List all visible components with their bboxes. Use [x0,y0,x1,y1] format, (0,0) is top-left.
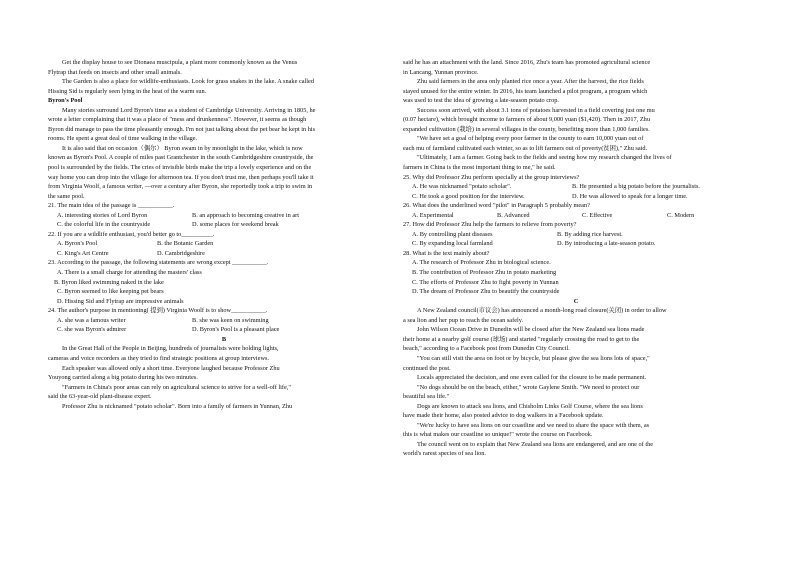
passage-b-line: expanded cultivation (栽培) in several villages in the county, benefiting more than 1,000 families. [403,125,650,133]
passage-b-line: was used to test the idea of growing a late-season potato crop. [403,97,559,105]
intro-line: Hissing Sid is regularly seen lying in the heat of the warm sun. [48,87,207,95]
right-column [403,58,749,459]
answer-option-row [48,239,400,249]
passage-c-line: their home at a nearby golf course (球场) and started "regularly crossing the road to get to the [403,335,640,343]
answer-option[interactable]: A. she was a famous writer [57,316,126,324]
passage-b-line: Youyong carried along a big potato during his two minutes. [48,374,198,382]
question-21: 21. The main idea of the passage is ___________. [48,202,175,210]
answer-option[interactable]: B. He presented a big potato before the journalists. [572,183,701,191]
pool-paragraph-line: rooms. He spent a great deal of time walking in the village. [48,135,198,143]
question-24: 24. The author's purpose in mentioning( 提到) Virginia Woolf is to show___________. [48,307,268,315]
passage-b-line: "Farmers in China's poor areas can rely on agricultural science to strive for a well-off life," [62,383,291,391]
answer-option[interactable]: D. some places for weekend break [192,221,279,229]
answer-option-row [48,249,400,259]
intro-line: Flytrap that feeds on insects and other small animals. [48,68,182,76]
answer-option[interactable]: D. Hissing Sid and Flytrap are impressive animals [57,297,184,305]
answer-option[interactable]: D. Cambridgeshire [157,249,205,257]
passage-c-line: Dogs are known to attack sea lions, and Chisholm Links Golf Course, where the sea lions [417,402,643,410]
passage-b-line: "We have set a goal of helping every poor farmer in the county to earn 10,000 yuan out of [417,135,644,143]
passage-b-line: cameras and voice recorders as they tried to find strategic positions at group interviews. [48,354,270,362]
answer-option[interactable]: C. she was Byron's admirer [57,326,127,334]
answer-option-row [403,182,749,192]
passage-b-line: In the Great Hall of the People in Beijing, hundreds of journalists were holding lights, [62,345,279,353]
passage-c-line: "You can still visit the area on foot or by bicycle, but please give the sea lions lots of space," [417,354,650,362]
passage-b-line: said he has an attachment with the land. Since 2016, Zhu's team has promoted agricultural science [403,59,651,66]
passage-c-line: have made their home, also posted advice to dog walkers in a Facebook update. [403,412,604,420]
answer-option-row [48,316,400,326]
answer-option-row [403,192,749,202]
passage-b-line: (0.07 hectare), which brought income to farmers of about 9,000 yuan ($1,420). Then in 2017, Zhu [403,116,650,124]
question-28: 28. What is the text mainly about? [403,249,490,257]
passage-b-line: Each speaker was allowed only a short time. Everyone laughed because Professor Zhu [62,364,280,372]
answer-option-row [403,211,749,221]
answer-option[interactable]: B. an approach to becoming creative in art [192,211,300,219]
answer-option[interactable]: A. By controlling plant diseases [412,230,493,238]
passage-c-line: "We're lucky to have sea lions on our coastline and we need to share the space with them, as [417,421,650,429]
question-27: 27. How did Professor Zhu help the farmers to relieve from poverty? [403,221,577,229]
passage-c-line: "No dogs should be on the beach, either," wrote Gaylene Smith. "We need to protect our [417,383,640,391]
answer-option[interactable]: C. Byron seemed to like keeping pet bears [57,288,164,296]
answer-option[interactable]: C. The efforts of Professor Zhu to fight poverty in Yunnan [412,278,559,286]
passage-b-line: said the 63-year-old plant-disease expert. [48,393,152,401]
pool-paragraph-line: way home you can drop into the village for afternoon tea. If you don't trust me, then perhaps you'll take it [48,173,314,181]
passage-b-line: "Ultimately, I am a farmer. Going back to the fields and seeing how my research changed the lives of [417,154,672,162]
passage-c-line: beach," according to a Facebook post from Dunedin City Council. [403,345,570,353]
answer-option[interactable]: B. she was keen on swimming [192,316,269,324]
answer-option[interactable]: A. He was nicknamed "potato scholar". [412,183,512,191]
passage-b-line: farmers in China is the most important thing to me," he said. [403,164,556,172]
answer-option[interactable]: B. The contribution of Professor Zhu in potato marketing [412,269,557,277]
pool-paragraph-line: the same pool. [48,192,85,200]
answer-option[interactable]: B. Byron liked swimming naked in the lake [54,278,164,286]
pool-paragraph-line: pool is surrounded by the fields. The cries of invisible birds make the trip a lovely experience and on the [48,164,312,172]
passage-b-line: stayed unused for the entire winter. In 2016, his team launched a pilot program, a program which [403,87,648,95]
answer-option[interactable]: C. King's Art Centre [57,249,109,257]
passage-c-line: this is what makes our coastline so unique!" wrote the course on Facebook. [403,431,593,439]
answer-option[interactable]: D. Byron's Pool is a pleasant place [192,326,280,334]
passage-c-line: Locals appreciated the decision, and one even called for the closure to be made permanent. [417,374,647,382]
question-26: 26. What does the underlined word "pilot" in Paragraph 5 probably mean? [403,202,590,210]
answer-option-row [403,230,749,240]
passage-b-line: Success soon arrived, with about 3.1 tons of potatoes harvested in a field covering just one mu [417,106,655,114]
section-label-c: C [573,297,579,305]
answer-option-row [48,325,400,335]
question-22: 22. If you are a wildlife enthusiast, you'd better go to__________. [48,230,215,238]
passage-c-line: a sea lion and her pup to reach the ocean safely. [403,316,524,324]
section-title-byrons-pool: Byron's Pool [48,97,83,105]
answer-option[interactable]: B. Advanced [497,211,530,219]
intro-line: The Garden is also a place for wildlife-enthusiasts. Look for grass snakes in the lake. A snake called [62,78,314,86]
answer-option[interactable]: A. Byron's Pool [57,240,98,248]
pool-paragraph-line: It is also said that on occasion（偶尔） Byron swam in by moonlight in the lake, which is now [62,144,303,152]
answer-option[interactable]: A. There is a small charge for attending the masters' class [57,269,202,277]
left-column [48,58,400,411]
passage-b-line: Zhu said farmers in the area only planted rice once a year. After the harvest, the rice fields [417,78,644,86]
answer-option[interactable]: A. Experimental [412,211,454,219]
answer-option[interactable]: D. By introducing a late-season potato. [557,240,656,248]
passage-c-line: John Wilson Ocean Drive in Dunedin will be closed after the New Zealand sea lions made [417,326,645,334]
answer-option-row [48,211,400,221]
passage-b-line: Professor Zhu is nicknamed "potato scholar". Born into a family of farmers in Yunnan, Zhu [62,402,293,410]
answer-option[interactable]: C. By expanding local farmland [412,240,493,248]
passage-c-line: A New Zealand council(市议会) has announced a month-long road closure(关闭) in order to allow [417,307,667,315]
section-label-b: B [221,335,227,343]
passage-c-line: The council went on to explain that New Zealand sea lions are endangered, and are one of the [417,440,654,448]
passage-c-line: world's rarest species of sea lion. [403,450,486,458]
answer-option[interactable]: A. interesting stories of Lord Byron [57,211,148,219]
pool-paragraph-line: wrote a letter complaining that it was a place of "mess and drunkenness". However, it seems as though [48,116,307,124]
answer-option-row [403,239,749,249]
pool-paragraph-line: known as Byron's Pool. A couple of miles past Grantchester in the south Cambridgeshire countryside, the [48,154,314,162]
answer-option[interactable]: C. the colorful life in the countryside [57,221,151,229]
pool-paragraph-line: from Virginia Woolf, a famous writer, —over a century after Byron, she reportedly took a trip to swim in [48,183,313,191]
question-25: 25. Why did Professor Zhu perform specially at the group interviews? [403,173,580,181]
answer-option[interactable]: D. He was allowed to speak for a longer time. [572,192,688,200]
pool-paragraph-line: Byron did manage to pass the time pleasantly enough. I'm not just talking about the pet bear he kept in his [48,125,316,133]
answer-option[interactable]: C. Effective [582,211,613,219]
answer-option[interactable]: A. The research of Professor Zhu in biological science. [412,259,551,267]
passage-c-line: continued the post. [403,364,451,372]
answer-option[interactable]: B. the Botanic Garden [157,240,214,248]
answer-option[interactable]: C. Modern [667,211,695,219]
answer-option[interactable]: D. The dream of Professor Zhu to beautify the countryside [412,288,560,296]
answer-option[interactable]: C. He took a good position for the interview. [412,192,525,200]
question-23: 23. According to the passage, the following statements are wrong except ___________. [48,259,269,267]
answer-option-row [48,220,400,230]
passage-c-line: beautiful sea life." [403,393,450,401]
answer-option[interactable]: B. By adding rice harvest. [557,230,623,238]
passage-b-line: each mu of farmland cultivated each winter, so as to lift farmers out of poverty(贫困)," Zhu said. [403,144,648,152]
passage-b-line: in Lancang, Yunnan province. [403,68,479,76]
intro-line: Get the display house to see Dionaea muscipula, a plant more commonly known as the Venus [62,59,298,66]
pool-paragraph-line: Many stories surround Lord Byron's time as a student of Cambridge University. Arriving in 1805, he [62,106,316,114]
